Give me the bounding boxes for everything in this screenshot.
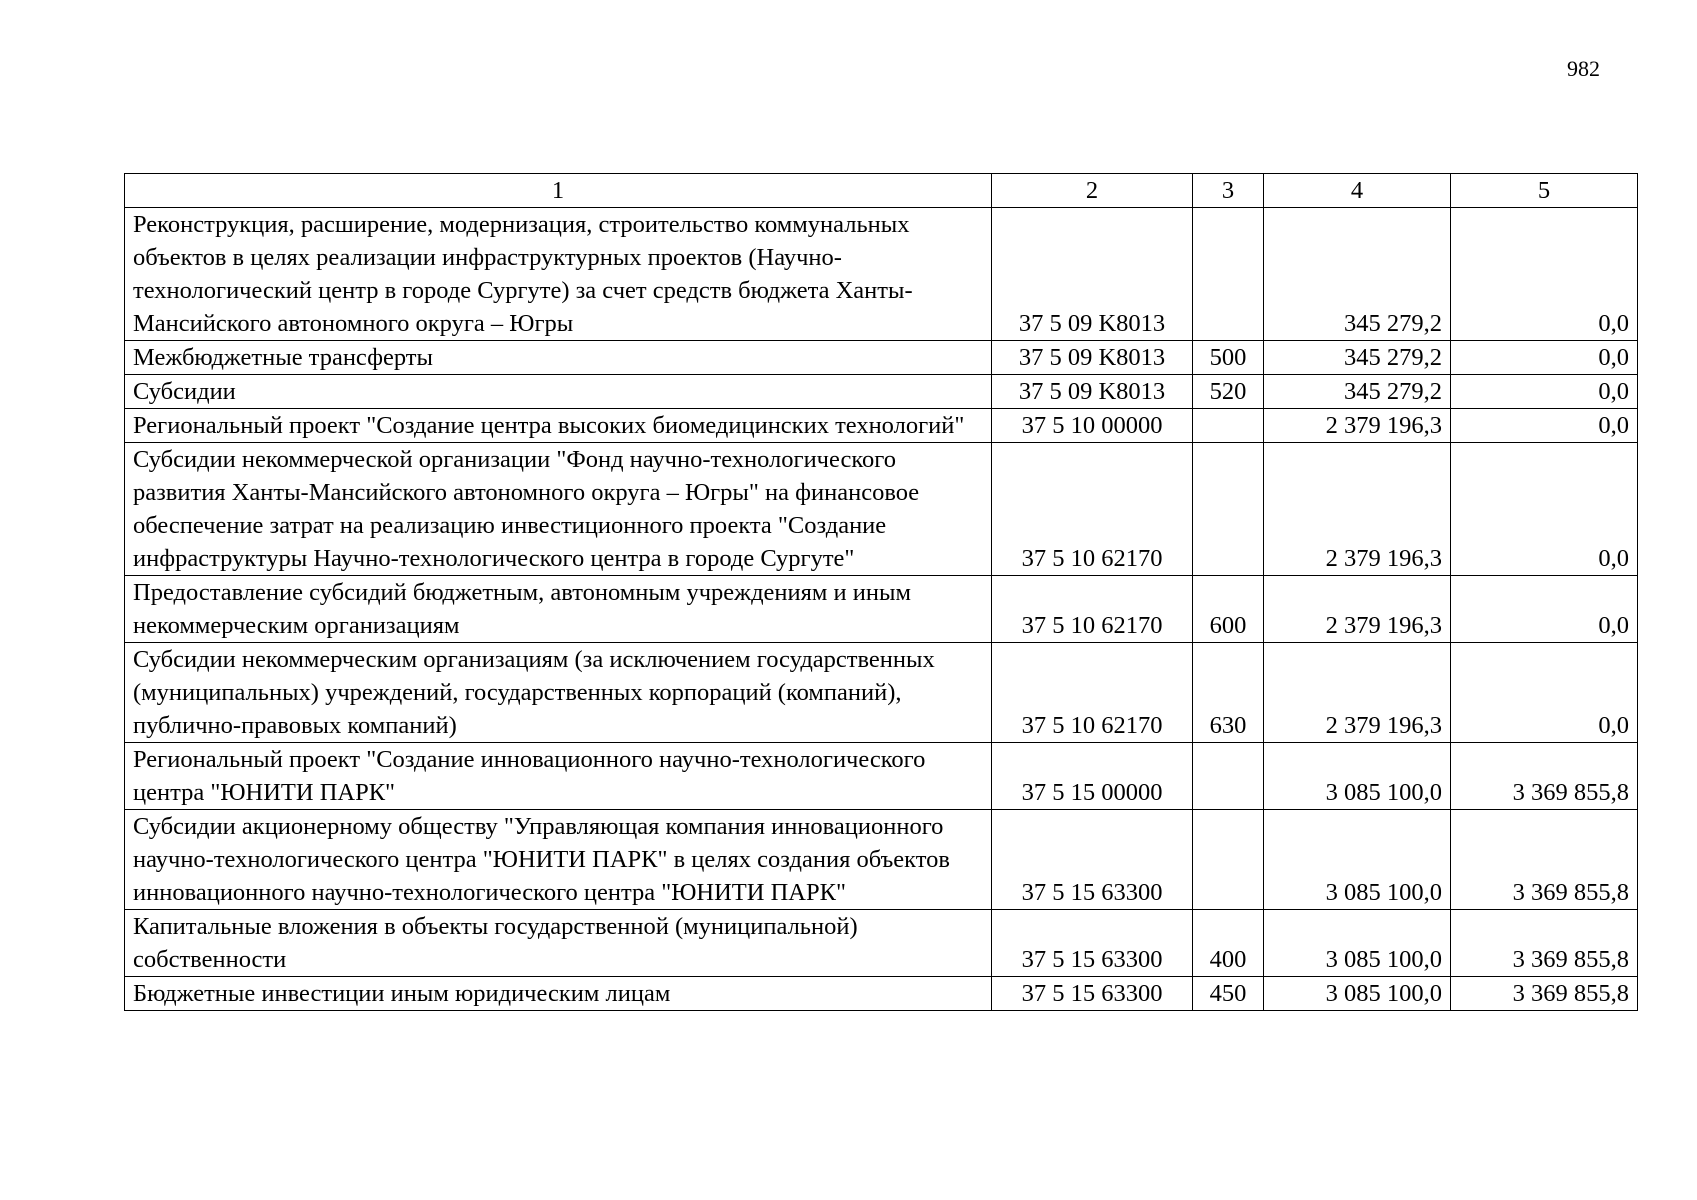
- target-article-code-cell: 37 5 10 00000: [992, 409, 1193, 443]
- table-header-row: [125, 174, 1638, 208]
- amount-cell-col5: 0,0: [1451, 576, 1638, 643]
- table-row: [125, 576, 1638, 643]
- amount-cell-col4: 345 279,2: [1264, 208, 1451, 341]
- amount-cell-col5: 3 369 855,8: [1451, 977, 1638, 1011]
- table-row: [125, 810, 1638, 910]
- table-row: [125, 208, 1638, 341]
- amount-cell-col4: 2 379 196,3: [1264, 576, 1451, 643]
- amount-cell-col4: 2 379 196,3: [1264, 409, 1451, 443]
- column-header-2: 2: [992, 174, 1193, 208]
- expense-name-cell: Капитальные вложения в объекты государственной (муниципальной) собственности: [125, 910, 992, 977]
- amount-cell-col5: 0,0: [1451, 208, 1638, 341]
- amount-cell-col5: 3 369 855,8: [1451, 810, 1638, 910]
- table-row: [125, 743, 1638, 810]
- table-row: [125, 375, 1638, 409]
- expense-type-code-cell: [1193, 409, 1264, 443]
- expense-type-code-cell: 450: [1193, 977, 1264, 1011]
- target-article-code-cell: 37 5 15 63300: [992, 810, 1193, 910]
- amount-cell-col5: 0,0: [1451, 409, 1638, 443]
- table-row: [125, 443, 1638, 576]
- amount-cell-col5: 3 369 855,8: [1451, 743, 1638, 810]
- expense-name-cell: Субсидии некоммерческой организации "Фонд научно-технологического развития Ханты-Мансийского автономного округа – Югры" на финансовое обеспечение затрат на реализацию инвестиционного проекта "Создание инфраструктуры Научно-технологического центра в городе Сургуте": [125, 443, 992, 576]
- target-article-code-cell: 37 5 10 62170: [992, 643, 1193, 743]
- expense-type-code-cell: [1193, 810, 1264, 910]
- amount-cell-col5: 0,0: [1451, 375, 1638, 409]
- expense-name-cell: Бюджетные инвестиции иным юридическим лицам: [125, 977, 992, 1011]
- amount-cell-col4: 3 085 100,0: [1264, 743, 1451, 810]
- target-article-code-cell: 37 5 09 K8013: [992, 341, 1193, 375]
- amount-cell-col4: 345 279,2: [1264, 341, 1451, 375]
- expense-name-cell: Региональный проект "Создание инновационного научно-технологического центра "ЮНИТИ ПАРК": [125, 743, 992, 810]
- expense-type-code-cell: 630: [1193, 643, 1264, 743]
- amount-cell-col4: 2 379 196,3: [1264, 643, 1451, 743]
- expense-type-code-cell: 520: [1193, 375, 1264, 409]
- expense-type-code-cell: [1193, 743, 1264, 810]
- amount-cell-col5: 0,0: [1451, 341, 1638, 375]
- expense-type-code-cell: [1193, 208, 1264, 341]
- expense-type-code-cell: 400: [1193, 910, 1264, 977]
- table-row: [125, 409, 1638, 443]
- expense-type-code-cell: 600: [1193, 576, 1264, 643]
- column-header-5: 5: [1451, 174, 1638, 208]
- target-article-code-cell: 37 5 15 63300: [992, 910, 1193, 977]
- amount-cell-col5: 0,0: [1451, 443, 1638, 576]
- amount-cell-col4: 3 085 100,0: [1264, 810, 1451, 910]
- expense-type-code-cell: 500: [1193, 341, 1264, 375]
- amount-cell-col4: 3 085 100,0: [1264, 910, 1451, 977]
- target-article-code-cell: 37 5 15 63300: [992, 977, 1193, 1011]
- column-header-3: 3: [1193, 174, 1264, 208]
- expense-name-cell: Региональный проект "Создание центра высоких биомедицинских технологий": [125, 409, 992, 443]
- expense-name-cell: Реконструкция, расширение, модернизация, строительство коммунальных объектов в целях реализации инфраструктурных проектов (Научно-технологический центр в городе Сургуте) за счет средств бюджета Ханты-Мансийского автономного округа – Югры: [125, 208, 992, 341]
- page-number: 982: [1567, 56, 1600, 81]
- expense-name-cell: Межбюджетные трансферты: [125, 341, 992, 375]
- column-header-4: 4: [1264, 174, 1451, 208]
- amount-cell-col4: 3 085 100,0: [1264, 977, 1451, 1011]
- target-article-code-cell: 37 5 10 62170: [992, 576, 1193, 643]
- expense-name-cell: Предоставление субсидий бюджетным, автономным учреждениям и иным некоммерческим организациям: [125, 576, 992, 643]
- table-row: [125, 910, 1638, 977]
- expense-type-code-cell: [1193, 443, 1264, 576]
- table-row: [125, 341, 1638, 375]
- amount-cell-col4: 345 279,2: [1264, 375, 1451, 409]
- table-row: [125, 977, 1638, 1011]
- target-article-code-cell: 37 5 15 00000: [992, 743, 1193, 810]
- target-article-code-cell: 37 5 10 62170: [992, 443, 1193, 576]
- column-header-1: 1: [125, 174, 992, 208]
- expense-name-cell: Субсидии: [125, 375, 992, 409]
- budget-table: [124, 173, 1638, 1011]
- target-article-code-cell: 37 5 09 K8013: [992, 208, 1193, 341]
- expense-name-cell: Субсидии некоммерческим организациям (за исключением государственных (муниципальных) учреждений, государственных корпораций (компаний), публично-правовых компаний): [125, 643, 992, 743]
- table-row: [125, 643, 1638, 743]
- amount-cell-col5: 3 369 855,8: [1451, 910, 1638, 977]
- target-article-code-cell: 37 5 09 K8013: [992, 375, 1193, 409]
- amount-cell-col4: 2 379 196,3: [1264, 443, 1451, 576]
- expense-name-cell: Субсидии акционерному обществу "Управляющая компания инновационного научно-технологического центра "ЮНИТИ ПАРК" в целях создания объектов инновационного научно-технологического центра "ЮНИТИ ПАРК": [125, 810, 992, 910]
- amount-cell-col5: 0,0: [1451, 643, 1638, 743]
